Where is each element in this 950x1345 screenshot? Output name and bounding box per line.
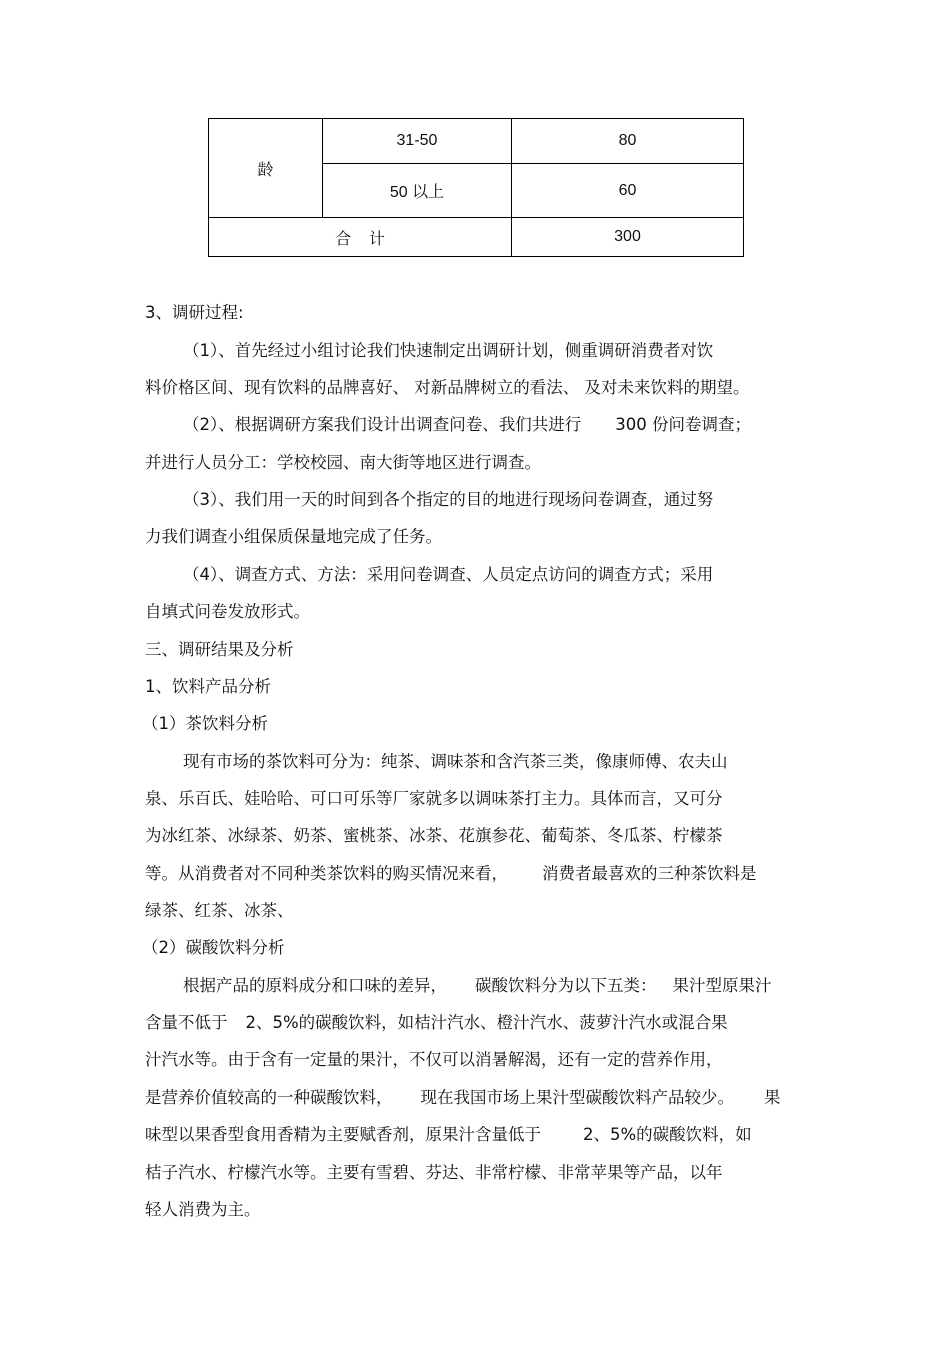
text-segment: 2、5%的碳酸饮料，如: [583, 1125, 752, 1144]
paragraph-line: （3）、我们用一天的时间到各个指定的目的地进行现场问卷调查，通过努: [183, 490, 714, 509]
total-value: 300: [512, 218, 744, 257]
text-segment: 果汁型原果汁: [672, 976, 772, 995]
paragraph-line: 汁汽水等。由于含有一定量的果汁，不仅可以消暑解渴，还有一定的营养作用，: [145, 1050, 723, 1069]
text-segment: 等。从消费者对不同种类茶饮料的购买情况来看，: [145, 864, 508, 883]
text-segment: 碳酸饮料分为以下五类：: [475, 976, 657, 995]
paragraph-line: 泉、乐百氏、娃哈哈、可口可乐等厂家就多以调味茶打主力。具体而言，又可分: [145, 789, 723, 808]
paragraph-line: 并进行人员分工：学校校园、南大街等地区进行调查。: [145, 453, 541, 472]
paragraph-line: 轻人消费为主。: [145, 1200, 261, 1219]
text-segment: 味型以果香型食用香精为主要赋香剂，原果汁含量低于: [145, 1125, 541, 1144]
paragraph-line: 绿茶、红茶、冰茶、: [145, 901, 294, 920]
subsection-heading: （2）碳酸饮料分析: [142, 938, 285, 957]
paragraph-line: [145, 1013, 728, 1033]
paragraph-line: （4）、调查方式、方法：采用问卷调查、人员定点访问的调查方式；采用: [183, 565, 714, 584]
section-heading-results: 三、调研结果及分析: [145, 640, 294, 659]
paragraph-line: [183, 415, 751, 435]
paragraph-line: （1）、首先经过小组讨论我们快速制定出调研计划，侧重调研消费者对饮: [183, 341, 714, 360]
text-segment: 消费者最喜欢的三种茶饮料是: [542, 864, 757, 883]
text-segment: 根据产品的原料成分和口味的差异，: [183, 976, 447, 995]
paragraph-line: 料价格区间、现有饮料的品牌喜好、 对新品牌树立的看法、 及对未来饮料的期望。: [145, 378, 750, 397]
table-total-row: [209, 218, 744, 257]
age-group-label: 龄: [209, 119, 323, 218]
paragraph-line: [183, 976, 772, 996]
paragraph-line: [145, 864, 757, 884]
paragraph-line: 为冰红茶、冰绿茶、奶茶、蜜桃茶、冰茶、花旗参花、葡萄茶、冬瓜茶、柠檬茶: [145, 826, 723, 845]
paragraph-line: 自填式问卷发放形式。: [145, 602, 310, 621]
count-cell: 80: [512, 119, 744, 164]
subsection-heading: （1）茶饮料分析: [142, 714, 268, 733]
text-segment: 果: [764, 1088, 781, 1107]
text-segment: 2、5%的碳酸饮料，如桔汁汽水、橙汁汽水、菠萝汁汽水或混合果: [245, 1013, 728, 1032]
paragraph-line: 桔子汽水、柠檬汽水等。主要有雪碧、芬达、非常柠檬、非常苹果等产品，以年: [145, 1163, 723, 1182]
section-heading-process: 3、调研过程:: [145, 303, 244, 322]
age-range-cell: 50 以上: [323, 164, 512, 218]
table-row: [209, 119, 744, 164]
text-segment: 现在我国市场上果汁型碳酸饮料产品较少。: [420, 1088, 734, 1107]
age-range-cell: 31-50: [323, 119, 512, 164]
count-cell: 60: [512, 164, 744, 218]
text-segment: 300 份问卷调查；: [615, 415, 751, 434]
paragraph-line: [145, 1088, 781, 1108]
paragraph-line: [145, 1125, 752, 1145]
paragraph-line: 力我们调查小组保质保量地完成了任务。: [145, 527, 442, 546]
age-distribution-table: [208, 118, 744, 257]
text-segment: 含量不低于: [145, 1013, 228, 1032]
text-segment: （2）、根据调研方案我们设计出调查问卷、我们共进行: [183, 415, 582, 434]
total-label: 合 计: [209, 218, 512, 257]
text-segment: 是营养价值较高的一种碳酸饮料，: [145, 1088, 393, 1107]
subsection-heading: 1、饮料产品分析: [145, 677, 271, 696]
paragraph-line: 现有市场的茶饮料可分为：纯茶、调味茶和含汽茶三类，像康师傅、农夫山: [183, 752, 728, 771]
